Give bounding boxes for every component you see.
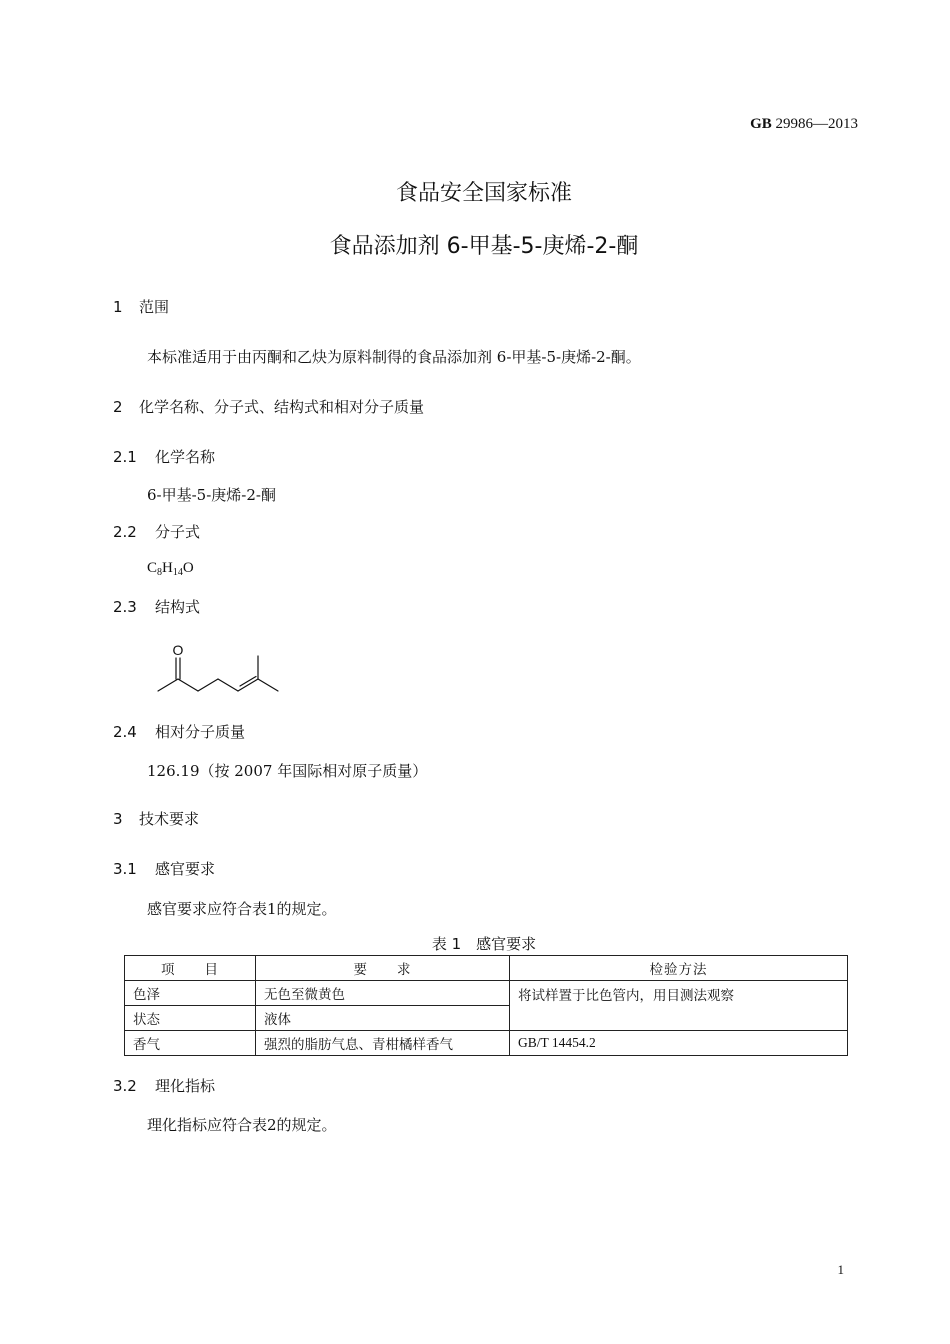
section-number: 1 <box>113 298 123 316</box>
cell-item: 香气 <box>125 1031 256 1056</box>
section-2-heading <box>113 396 424 417</box>
bond <box>258 679 278 691</box>
section-title: 相对分子质量 <box>155 723 246 741</box>
molecular-formula <box>147 560 194 578</box>
section-2-3-heading <box>113 596 200 617</box>
cell-requirement: 无色至微黄色 <box>256 981 510 1006</box>
section-number: 3 <box>113 810 123 828</box>
table-header-row <box>125 956 848 981</box>
section-2-2-heading <box>113 521 200 542</box>
cell-requirement: 强烈的脂肪气息、青柑橘样香气 <box>256 1031 510 1056</box>
cell-item: 色泽 <box>125 981 256 1006</box>
column-header-item: 项 目 <box>125 956 256 981</box>
section-3-heading <box>113 808 199 829</box>
section-number: 2.2 <box>113 523 137 541</box>
formula-carbon-count: 8 <box>157 567 163 578</box>
document-title-line-1: 食品安全国家标准 <box>395 181 572 206</box>
section-title: 化学名称、分子式、结构式和相对分子质量 <box>139 398 425 416</box>
section-3-2-body: 理化指标应符合表2的规定。 <box>147 1116 337 1134</box>
oxygen-atom-label: O <box>172 642 184 658</box>
column-header-requirement: 要 求 <box>256 956 510 981</box>
section-title: 技术要求 <box>139 810 200 828</box>
table-row <box>125 981 848 1006</box>
section-2-4-heading <box>113 721 245 742</box>
section-1-body: 本标准适用于由丙酮和乙炔为原料制得的食品添加剂 6-甲基-5-庚烯-2-酮。 <box>147 348 641 366</box>
bond <box>218 679 238 691</box>
section-number: 2.3 <box>113 598 137 616</box>
formula-hydrogen: H <box>162 560 173 576</box>
sensory-requirements-table <box>124 955 848 1056</box>
section-title: 感官要求 <box>155 860 216 878</box>
section-1-heading <box>113 296 169 317</box>
formula-carbon: C <box>147 560 158 576</box>
section-title: 化学名称 <box>155 448 216 466</box>
structural-formula <box>150 640 290 700</box>
section-3-1-heading <box>113 858 215 879</box>
section-3-2-heading <box>113 1075 215 1096</box>
standard-code <box>750 116 858 133</box>
section-number: 3.2 <box>113 1077 137 1095</box>
section-number: 2.4 <box>113 723 137 741</box>
cell-method: GB/T 14454.2 <box>510 1031 848 1056</box>
standard-code-prefix: GB <box>750 116 772 132</box>
chemical-name: 6-甲基-5-庚烯-2-酮 <box>147 486 276 504</box>
section-number: 2 <box>113 398 123 416</box>
bond <box>198 679 218 691</box>
molecular-mass: 126.19（按 2007 年国际相对原子质量） <box>147 762 428 780</box>
section-title: 范围 <box>139 298 170 316</box>
section-number: 3.1 <box>113 860 137 878</box>
standard-code-number: 29986—2013 <box>775 116 858 132</box>
cell-requirement: 液体 <box>256 1006 510 1031</box>
page-number: 1 <box>837 1262 844 1277</box>
section-3-1-body: 感官要求应符合表1的规定。 <box>147 900 337 918</box>
section-2-1-heading <box>113 446 215 467</box>
table-row <box>125 1031 848 1056</box>
document-title-line-2: 食品添加剂 6-甲基-5-庚烯-2-酮 <box>329 234 639 259</box>
formula-oxygen: O <box>182 560 194 576</box>
bond <box>158 679 178 691</box>
section-title: 结构式 <box>155 598 201 616</box>
column-header-method: 检验方法 <box>510 956 848 981</box>
section-number: 2.1 <box>113 448 137 466</box>
section-title: 理化指标 <box>155 1077 216 1095</box>
formula-hydrogen-count: 14 <box>172 567 183 578</box>
table-1-caption: 表 1 感官要求 <box>431 935 537 953</box>
section-title: 分子式 <box>155 523 201 541</box>
bond <box>178 679 198 691</box>
cell-method: 将试样置于比色管内，用目测法观察 <box>510 981 848 1031</box>
cell-item: 状态 <box>125 1006 256 1031</box>
